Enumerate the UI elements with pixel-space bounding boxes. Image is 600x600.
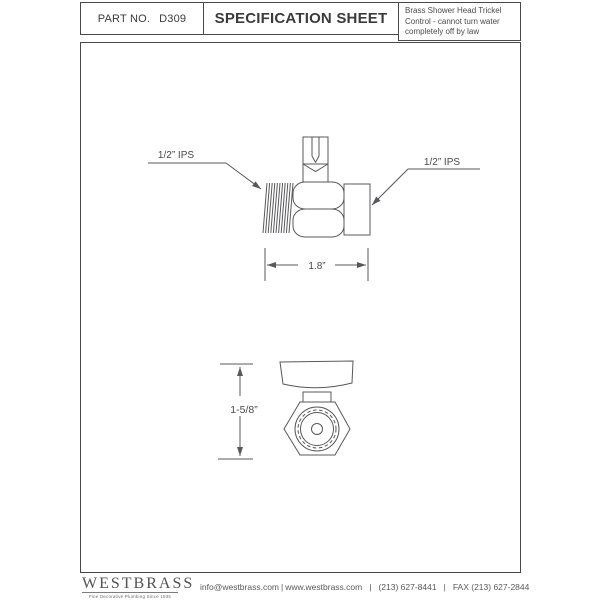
inner-bore-circle (301, 413, 334, 446)
brand-logo (82, 575, 195, 599)
valve-handle-side (303, 137, 328, 182)
left-ips-label: 1/2” IPS (157, 150, 195, 161)
valve-stem-front (303, 392, 331, 402)
brand-name: WESTBRASS (82, 575, 195, 592)
sheet-title-cell (203, 2, 399, 35)
valve-body-side (293, 182, 370, 237)
technical-drawing (81, 43, 520, 572)
thread-circle-dashed (298, 410, 336, 448)
part-number-cell (80, 2, 204, 35)
contact-separator: | (281, 582, 284, 592)
left-ips-leader (148, 163, 261, 189)
part-number-value: D309 (159, 12, 187, 25)
width-dimension-label: 1.8” (308, 261, 326, 272)
center-hole (312, 424, 323, 435)
thread-hatching (263, 183, 293, 233)
front-view (280, 361, 353, 455)
regulatory-note-cell (398, 2, 521, 41)
outer-bore-circle (295, 407, 339, 451)
right-ips-label: 1/2” IPS (423, 157, 461, 168)
contact-separator: | (443, 582, 446, 592)
contact-phone: (213) 627-8441 (378, 582, 437, 592)
outlet-block (344, 184, 370, 235)
contact-bar (200, 582, 530, 592)
height-dimension-label: 1-5/8” (230, 404, 258, 416)
valve-handle-front (280, 361, 353, 388)
regulatory-note: Brass Shower Head Trickel Control - cannot turn water completely off by law (405, 6, 502, 37)
side-view (148, 137, 480, 459)
brand-tagline: Fine Decorative Plumbing Since 1935 (88, 594, 172, 599)
drawing-area (80, 42, 521, 573)
contact-email: info@westbrass.com (200, 582, 280, 592)
contact-website: www.westbrass.com (285, 582, 363, 592)
right-ips-leader (372, 169, 480, 205)
hex-nut (284, 402, 350, 455)
contact-fax: FAX (213) 627-2844 (452, 582, 530, 592)
sheet-title: SPECIFICATION SHEET (214, 10, 388, 27)
part-number-label: PART NO. (97, 12, 151, 25)
contact-separator: | (369, 582, 372, 592)
